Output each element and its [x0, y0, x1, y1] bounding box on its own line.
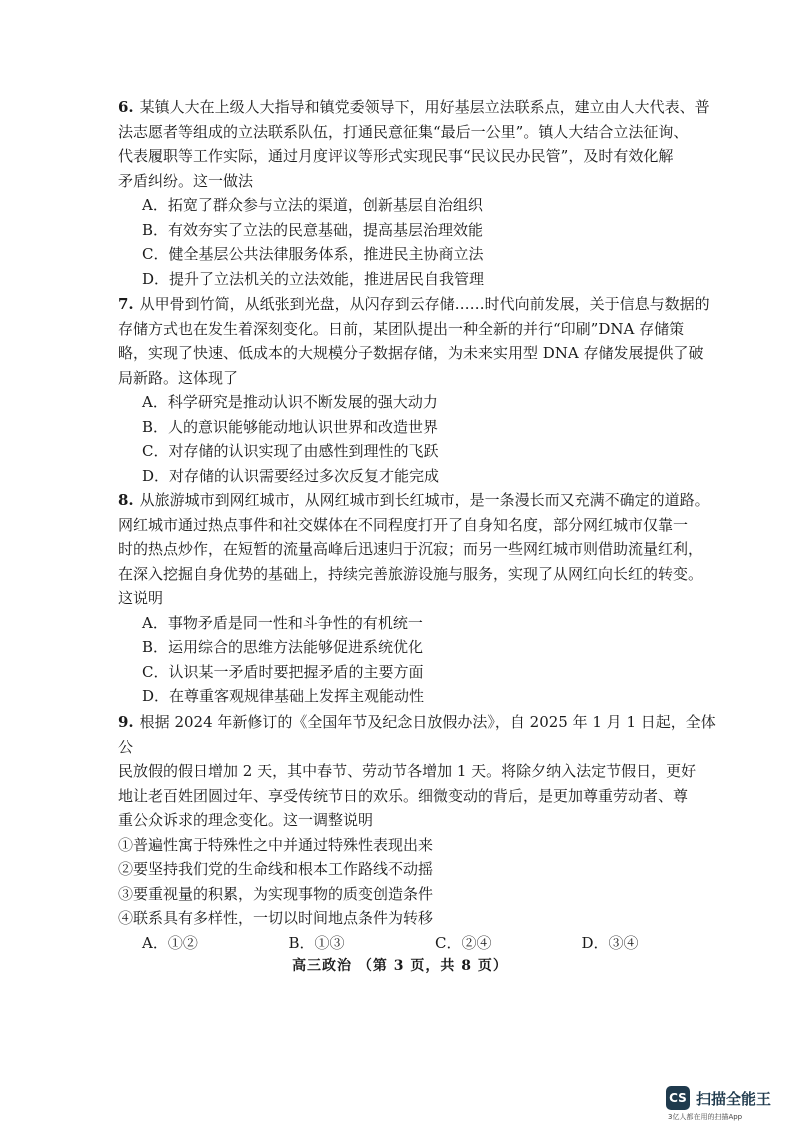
option-c: C．认识某一矛盾时要把握矛盾的主要方面 [142, 662, 424, 681]
camscanner-logo-icon: CS [666, 1086, 690, 1110]
question-stem [118, 95, 728, 120]
question-number: 6. [118, 98, 134, 116]
choice-c: C．②④ [435, 933, 492, 952]
option-b: B．有效夯实了立法的民意基础，提高基层治理效能 [142, 220, 484, 239]
page-footer: 高三政治 （第 3 页，共 8 页） [292, 958, 508, 974]
statement-3: ③要重视量的积累，为实现事物的质变创造条件 [118, 884, 434, 903]
stem-line: 从旅游城市到网红城市，从网红城市到长红城市，是一条漫长而又充满不确定的道路。 [139, 491, 710, 509]
stem-line: 代表履职等工作实际，通过月度评议等形式实现民事“民议民办民管”，及时有效化解 [118, 147, 674, 165]
question-7 [118, 292, 728, 488]
option-a: A．拓宽了群众参与立法的渠道，创新基层自治组织 [142, 196, 483, 214]
scanner-watermark [666, 1084, 786, 1124]
stem-line: 根据 2024 年新修订的《全国年节及纪念日放假办法》，自 2025 年 1 月 1 日起，全体公 [118, 713, 716, 756]
stem-line: 某镇人大在上级人大指导和镇党委领导下，用好基层立法联系点，建立由人大代表、普 [139, 98, 710, 116]
stem-line: 存储方式也在发生着深刻变化。日前，某团队提出一种全新的并行“印刷”DNA 存储策 [118, 319, 685, 338]
question-number: 9. [118, 713, 134, 731]
option-d: D．提升了立法机关的立法效能，推进居民自我管理 [142, 269, 485, 288]
stem-line: 地让老百姓团圆过年、享受传统节日的欢乐。细微变动的背后，是更加尊重劳动者、尊 [118, 786, 689, 805]
option-d: D．对存储的认识需要经过多次反复才能完成 [142, 466, 440, 485]
question-8 [118, 488, 728, 709]
statement-2: ②要坚持我们党的生命线和根本工作路线不动摇 [118, 860, 434, 878]
question-9 [118, 710, 728, 955]
stem-line: 重公众诉求的理念变化。这一调整说明 [118, 811, 374, 829]
statement-1: ①普遍性寓于特殊性之中并通过特殊性表现出来 [118, 835, 434, 854]
choice-a: A．①② [142, 933, 198, 952]
option-c: C．健全基层公共法律服务体系，推进民主协商立法 [142, 245, 484, 263]
option-c: C．对存储的认识实现了由感性到理性的飞跃 [142, 442, 439, 460]
stem-line: 时的热点炒作，在短暂的流量高峰后迅速归于沉寂；而另一些网红城市则借助流量红利， [118, 540, 704, 558]
question-stem [118, 710, 728, 759]
question-stem [118, 292, 728, 317]
statement-4: ④联系具有多样性，一切以时间地点条件为转移 [118, 909, 434, 927]
option-b: B．人的意识能够能动地认识世界和改造世界 [142, 417, 439, 436]
option-d: D．在尊重客观规律基础上发挥主观能动性 [142, 687, 425, 705]
watermark-name: 扫描全能王 [696, 1090, 772, 1108]
choice-b: B．①③ [288, 933, 345, 952]
question-6 [118, 95, 728, 291]
stem-line: 民放假的假日增加 2 天，其中春节、劳动节各增加 1 天。将除夕纳入法定节假日，更好 [118, 762, 697, 780]
stem-line: 局新路。这体现了 [118, 368, 239, 387]
choice-d: D．③④ [581, 933, 639, 952]
question-number: 8. [118, 491, 134, 509]
stem-line: 网红城市通过热点事件和社交媒体在不同程度打开了自身知名度，部分网红城市仅靠一 [118, 515, 689, 534]
question-number: 7. [118, 295, 134, 313]
watermark-subtitle: 3亿人都在用的扫描App [668, 1113, 743, 1121]
stem-line: 矛盾纠纷。这一做法 [118, 171, 254, 190]
stem-line: 从甲骨到竹简，从纸张到光盘，从闪存到云存储……时代向前发展，关于信息与数据的 [139, 295, 710, 313]
stem-line: 这说明 [118, 589, 164, 607]
option-a: A．科学研究是推动认识不断发展的强大动力 [142, 393, 438, 411]
stem-line: 略，实现了快速、低成本的大规模分子数据存储，为未来实用型 DNA 存储发展提供了破 [118, 344, 704, 362]
option-b: B．运用综合的思维方法能够促进系统优化 [142, 638, 424, 656]
choices-row [118, 931, 728, 956]
stem-line: 在深入挖掘自身优势的基础上，持续完善旅游设施与服务，实现了从网红向长红的转变。 [118, 564, 704, 583]
stem-line: 法志愿者等组成的立法联系队伍，打通民意征集“最后一公里”。镇人大结合立法征询、 [118, 122, 689, 141]
question-stem [118, 488, 728, 513]
option-a: A．事物矛盾是同一性和斗争性的有机统一 [142, 613, 423, 632]
